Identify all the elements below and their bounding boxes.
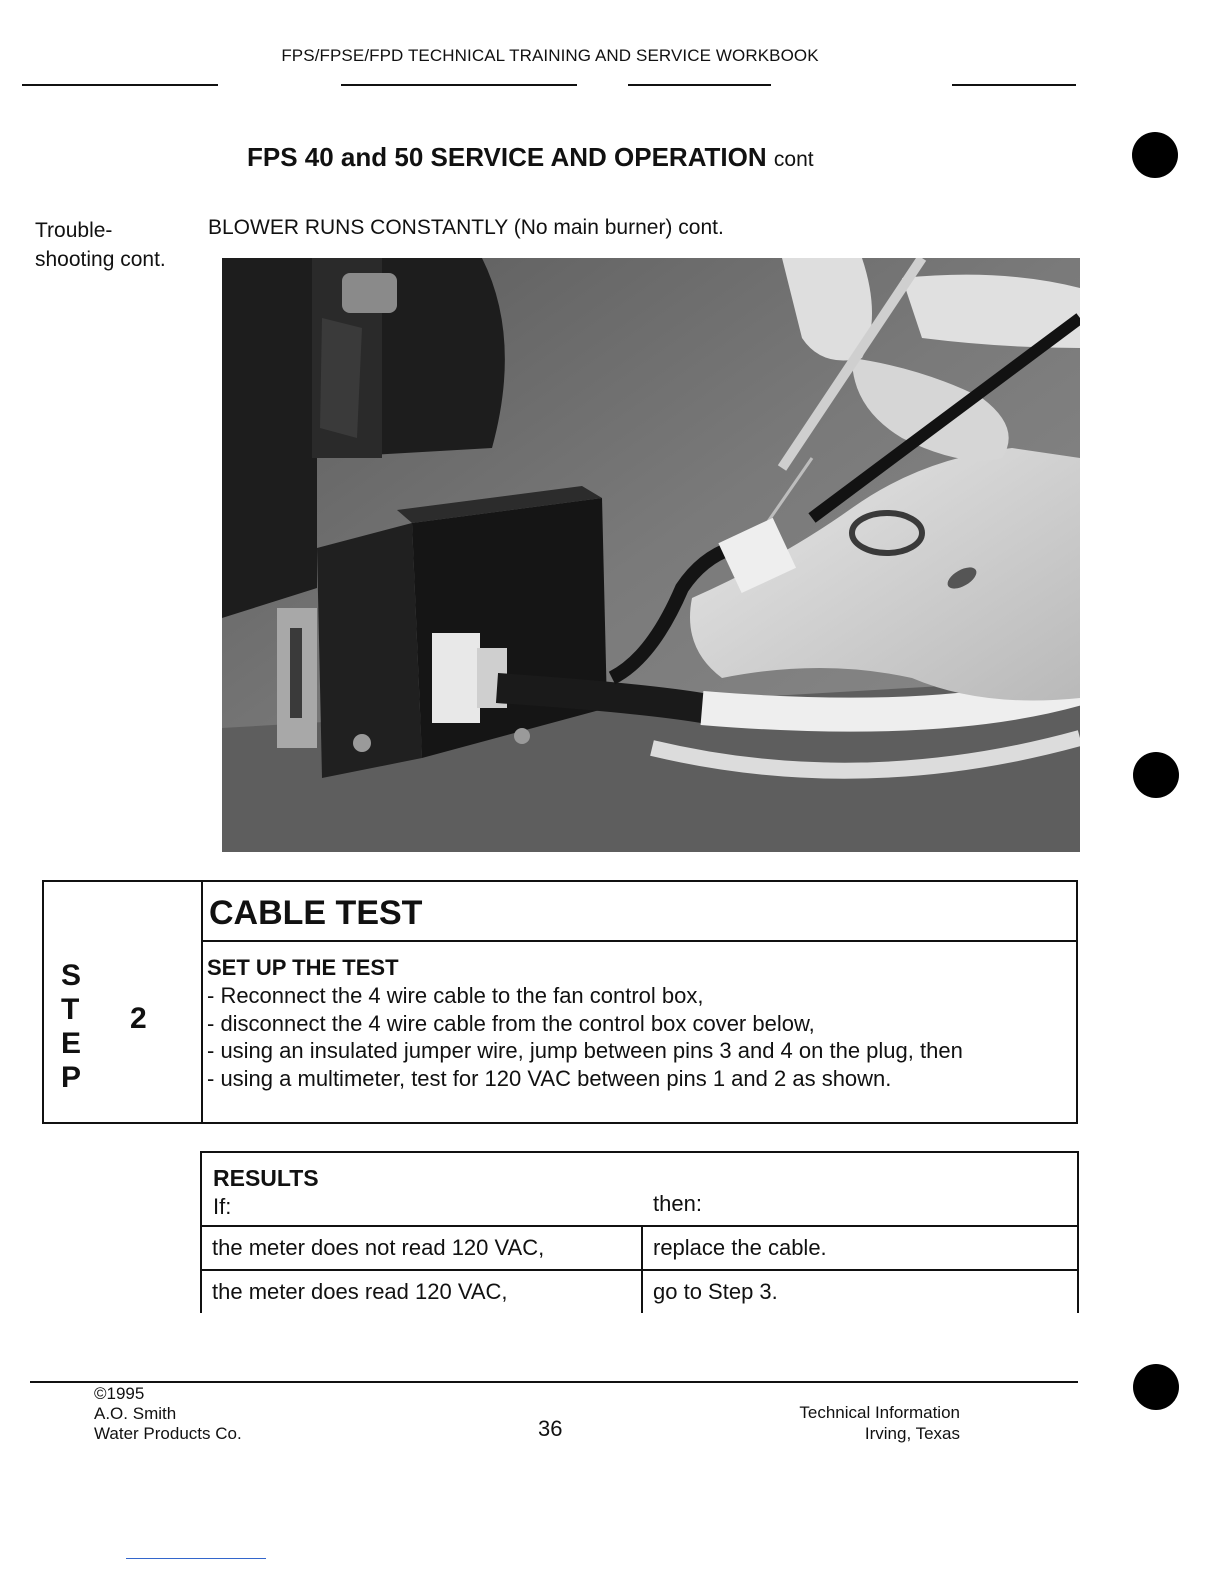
step-letter: T: [61, 993, 80, 1026]
setup-item: - Reconnect the 4 wire cable to the fan control box,: [207, 983, 704, 1008]
step-title-divider: [201, 940, 1076, 942]
header-rule: [22, 84, 218, 86]
results-header-cell: [201, 1152, 1078, 1226]
punch-hole: [1132, 132, 1178, 178]
section-title: [247, 142, 814, 173]
document-header: FPS/FPSE/FPD TECHNICAL TRAINING AND SERVICE WORKBOOK: [281, 46, 819, 65]
bottom-link-underline: [126, 1558, 266, 1559]
side-label-line: shooting cont.: [35, 248, 166, 271]
header-rule: [628, 84, 771, 86]
step-box: [42, 880, 1078, 1124]
punch-hole: [1133, 752, 1179, 798]
results-table: [200, 1151, 1079, 1313]
section-title-suffix: cont: [773, 148, 814, 171]
setup-instructions: [207, 982, 963, 1092]
copyright: ©1995: [94, 1384, 145, 1403]
step-title: CABLE TEST: [209, 894, 423, 932]
results-label: RESULTS: [213, 1165, 319, 1191]
side-label-line: Trouble-: [35, 219, 113, 242]
footer-right-line: Technical Information: [799, 1403, 960, 1422]
page-number: 36: [538, 1416, 563, 1441]
section-title-text: FPS 40 and 50 SERVICE AND OPERATION: [247, 142, 767, 172]
footer-left: [94, 1384, 242, 1444]
header-rule: [341, 84, 577, 86]
step-number: 2: [130, 1002, 147, 1035]
cable-test-photo: [222, 258, 1080, 852]
result-action: go to Step 3.: [642, 1270, 1078, 1313]
step-divider: [201, 882, 203, 1122]
subsection-title: BLOWER RUNS CONSTANTLY (No main burner) cont.: [208, 216, 724, 239]
setup-item: - disconnect the 4 wire cable from the control box cover below,: [207, 1010, 815, 1036]
setup-heading: SET UP THE TEST: [207, 955, 399, 980]
setup-item: - using an insulated jumper wire, jump between pins 3 and 4 on the plug, then: [207, 1038, 963, 1063]
punch-hole: [1133, 1364, 1179, 1410]
step-letter: P: [61, 1061, 82, 1094]
table-row: [201, 1270, 1078, 1313]
footer-right: [760, 1402, 960, 1444]
result-condition: the meter does not read 120 VAC,: [201, 1226, 642, 1270]
table-row: [201, 1226, 1078, 1270]
setup-item: - using a multimeter, test for 120 VAC between pins 1 and 2 as shown.: [207, 1065, 892, 1091]
step-letter: S: [61, 959, 82, 992]
results-if-label: If:: [213, 1194, 232, 1219]
photo-illustration: [222, 258, 1080, 852]
company-division: Water Products Co.: [94, 1424, 242, 1443]
result-condition: the meter does read 120 VAC,: [201, 1270, 642, 1313]
results-then-label: then:: [653, 1191, 702, 1216]
step-letter: E: [61, 1027, 82, 1060]
results-header-row: [201, 1152, 1078, 1226]
company-name: A.O. Smith: [94, 1404, 177, 1423]
footer-rule: [30, 1381, 1078, 1383]
step-label-vertical: [61, 959, 81, 1095]
result-action: replace the cable.: [642, 1226, 1078, 1270]
header-rule: [952, 84, 1076, 86]
footer-right-line: Irving, Texas: [864, 1424, 960, 1443]
side-label: [35, 216, 205, 274]
